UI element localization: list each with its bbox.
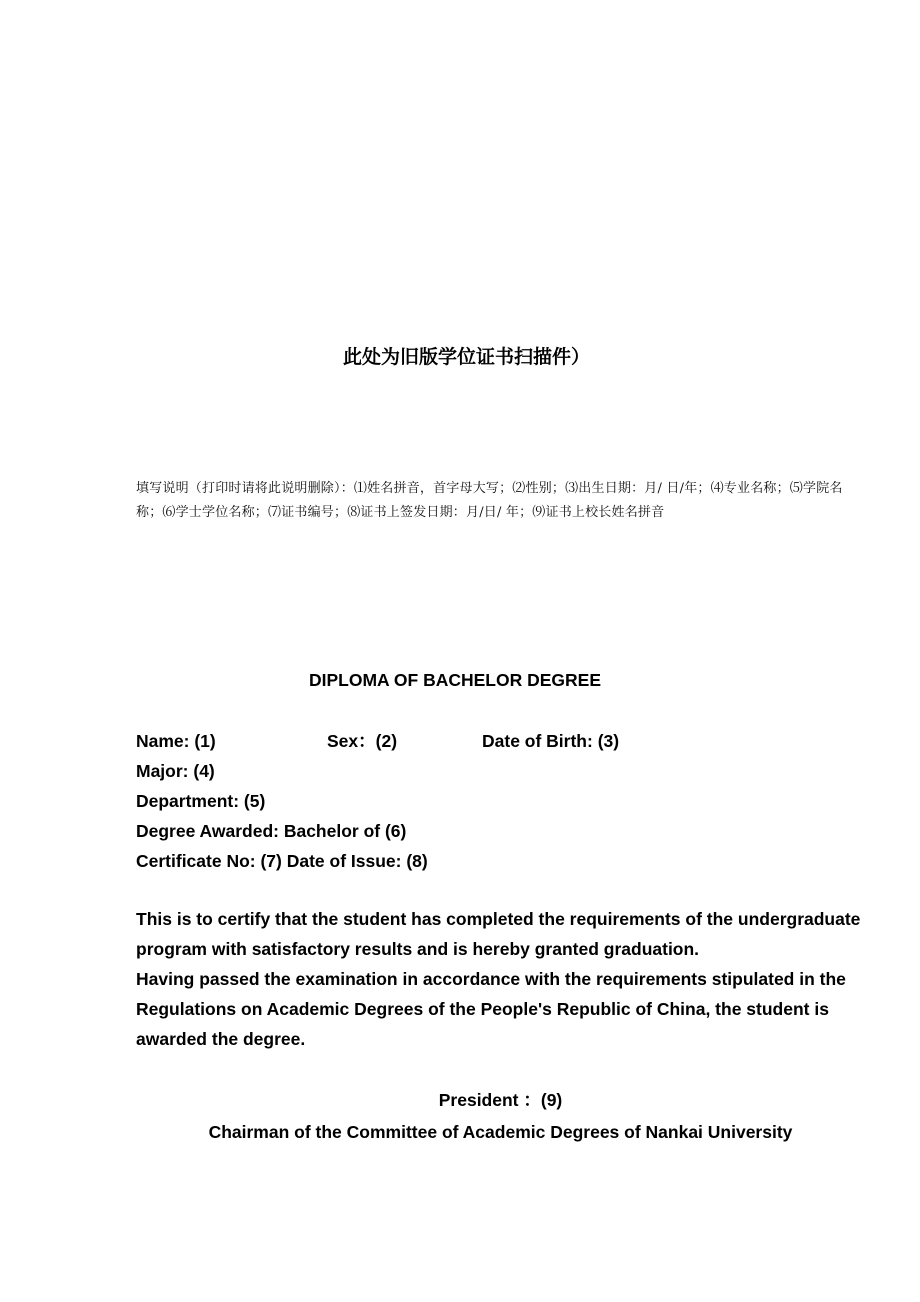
field-name: Name: (1) xyxy=(136,731,216,751)
president-signature-line: President ：(9) xyxy=(438,1090,563,1110)
field-date-of-birth: Date of Birth: (3) xyxy=(482,731,620,751)
field-row-personal xyxy=(136,726,866,756)
chairman-signature-line: Chairman of the Committee of Academic Degrees of Nankai University xyxy=(208,1122,793,1142)
field-sex: Sex：(2) xyxy=(327,731,398,751)
field-certificate-issue: Certificate No: (7) Date of Issue: (8) xyxy=(136,851,428,871)
certification-paragraph-2: Having passed the examination in accordance with the requirements stipulated in the Regulations on Academic Degrees of the People's Republic of China, the student is awarded the degree. xyxy=(136,969,846,1049)
fill-instructions: 填写说明（打印时请将此说明删除）：⑴姓名拼音，首字母大写；⑵性别；⑶出生日期：月/ 日/年；⑷专业名称；⑸学院名称；⑹学士学位名称；⑺证书编号；⑻证书上签发日期：月/日/ 年；⑼证书上校长姓名拼音 xyxy=(136,481,843,520)
diploma-title: DIPLOMA OF BACHELOR DEGREE xyxy=(309,670,601,690)
field-degree-awarded: Degree Awarded: Bachelor of (6) xyxy=(136,821,407,841)
scan-placeholder-title: 此处为旧版学位证书扫描件） xyxy=(342,346,590,368)
certification-text xyxy=(136,904,870,1054)
field-department: Department: (5) xyxy=(136,791,266,811)
field-major: Major: (4) xyxy=(136,761,215,781)
diploma-fields xyxy=(136,726,866,876)
certification-paragraph-1: This is to certify that the student has completed the requirements of the undergraduate program with satisfactory results and is hereby granted graduation. xyxy=(136,909,861,959)
